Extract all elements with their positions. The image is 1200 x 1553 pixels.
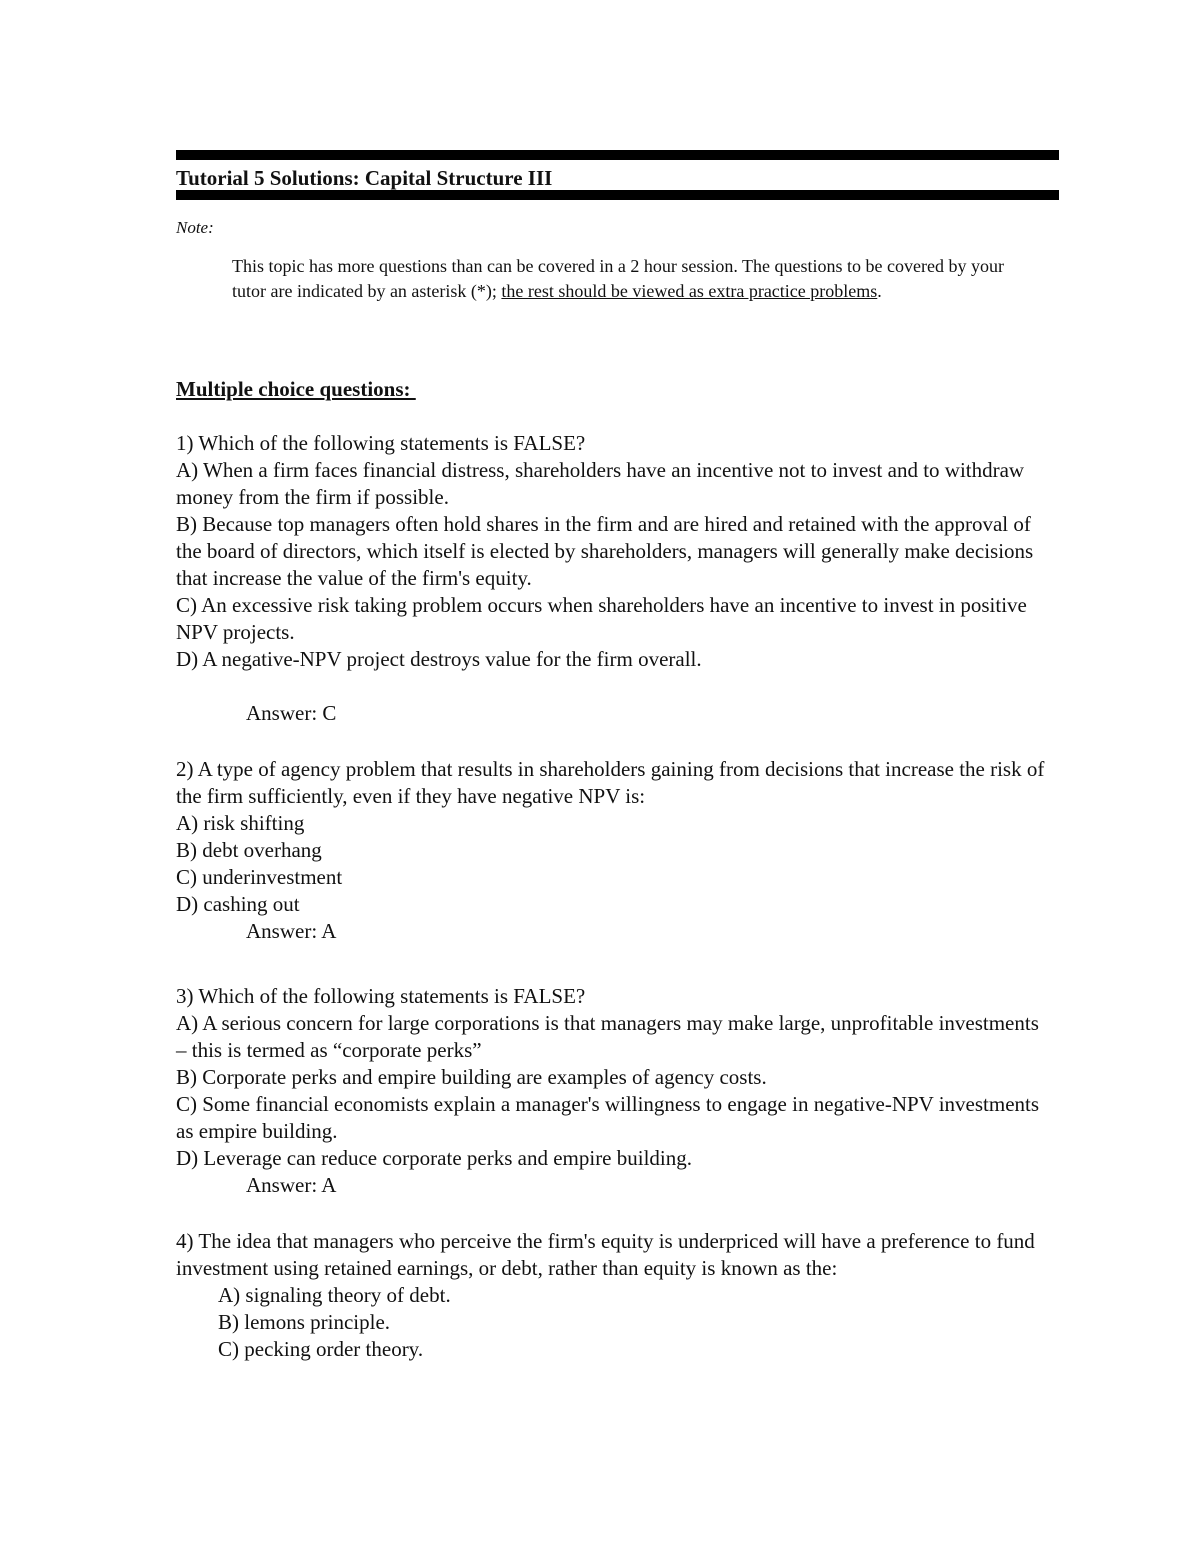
answer-option: B) Corporate perks and empire building are examples of agency costs. bbox=[176, 1065, 767, 1089]
note-underlined-text: the rest should be viewed as extra practice problems bbox=[501, 281, 878, 301]
answer-option: A) signaling theory of debt. bbox=[218, 1283, 451, 1307]
question-2 bbox=[176, 756, 1046, 945]
answer-option: C) An excessive risk taking problem occurs when shareholders have an incentive to invest in positive NPV projects. bbox=[176, 593, 1027, 644]
note-end: . bbox=[877, 281, 882, 301]
question-stem: 1) Which of the following statements is FALSE? bbox=[176, 431, 586, 455]
answer-option: B) Because top managers often hold shares in the firm and are hired and retained with the approval of the board of directors, which itself is elected by shareholders, managers will generally make decisions that increase the value of the firm's equity. bbox=[176, 512, 1034, 590]
note-label: Note: bbox=[176, 218, 214, 237]
question-3 bbox=[176, 983, 1046, 1199]
page-title: Tutorial 5 Solutions: Capital Structure III bbox=[176, 166, 553, 190]
title-rule-top bbox=[176, 150, 1059, 160]
answer-option: A) A serious concern for large corporations is that managers may make large, unprofitable investments – this is termed as “corporate perks” bbox=[176, 1011, 1039, 1062]
note-body bbox=[232, 254, 1022, 304]
answer-option: D) Leverage can reduce corporate perks and empire building. bbox=[176, 1146, 693, 1170]
answer-option: B) debt overhang bbox=[176, 838, 322, 862]
answer-option: D) A negative-NPV project destroys value for the firm overall. bbox=[176, 647, 702, 671]
question-stem: 2) A type of agency problem that results in shareholders gaining from decisions that increase the risk of the firm sufficiently, even if they have negative NPV is: bbox=[176, 757, 1045, 808]
answer-option: B) lemons principle. bbox=[218, 1310, 391, 1334]
answer-option: A) When a firm faces financial distress, shareholders have an incentive not to invest and to withdraw money from the firm if possible. bbox=[176, 458, 1025, 509]
question-4 bbox=[176, 1228, 1046, 1363]
answer-line: Answer: A bbox=[246, 919, 337, 943]
section-heading: Multiple choice questions: bbox=[176, 377, 416, 401]
question-stem: 3) Which of the following statements is FALSE? bbox=[176, 984, 586, 1008]
note-text: This topic has more questions than can be covered in a 2 hour session. The questions to be covered by your tutor are indicated by an asterisk (*); bbox=[232, 256, 1004, 301]
question-1 bbox=[176, 430, 1046, 727]
answer-option: C) pecking order theory. bbox=[218, 1337, 424, 1361]
title-rule-bottom bbox=[176, 190, 1059, 200]
answer-option: D) cashing out bbox=[176, 892, 300, 916]
question-stem: 4) The idea that managers who perceive the firm's equity is underpriced will have a preference to fund investment using retained earnings, or debt, rather than equity is known as the: bbox=[176, 1229, 1035, 1280]
answer-option: C) Some financial economists explain a manager's willingness to engage in negative-NPV investments as empire building. bbox=[176, 1092, 1040, 1143]
answer-option: A) risk shifting bbox=[176, 811, 305, 835]
answer-line: Answer: A bbox=[246, 1173, 337, 1197]
answer-option: C) underinvestment bbox=[176, 865, 343, 889]
answer-line: Answer: C bbox=[246, 701, 337, 725]
